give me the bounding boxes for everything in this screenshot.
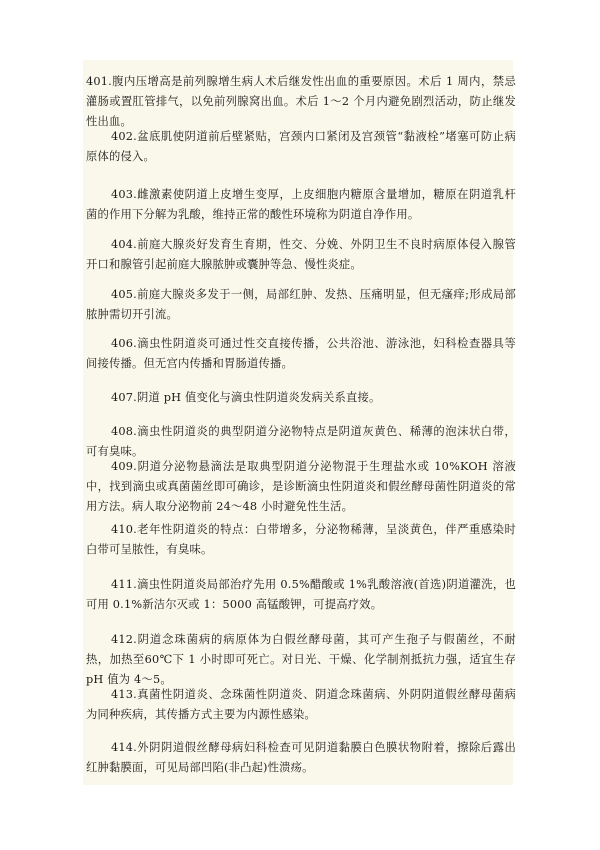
paragraph-410: 410.老年性阴道炎的特点：白带增多，分泌物稀薄，呈淡黄色，伴严重感染时白带可呈脓性，有臭味。 [86,523,516,556]
paragraph-403: 403.雌激素使阴道上皮增生变厚，上皮细胞内糖原含量增加，糖原在阴道乳杆菌的作用下分解为乳酸，维持正常的酸性环境称为阴道自净作用。 [86,188,516,221]
paragraph-413: 413.真菌性阴道炎、念珠菌性阴道炎、阴道念珠菌病、外阴阴道假丝酵母菌病为同种疾病，其传播方式主要为内源性感染。 [86,688,516,721]
paragraph-409: 409.阴道分泌物悬滴法是取典型阴道分泌物混于生理盐水或 10%KOH 溶液中，找到滴虫或真菌菌丝即可确诊，是诊断滴虫性阴道炎和假丝酵母菌性阴道炎的常用方法。病人取分泌物前 24～48 小时避免性生活。 [86,460,516,513]
paragraph-406: 406.滴虫性阴道炎可通过性交直接传播，公共浴池、游泳池，妇科检查器具等间接传播。但无宫内传播和胃肠道传播。 [86,337,516,370]
paragraph-401: 401.腹内压增高是前列腺增生病人术后继发性出血的重要原因。术后 1 周内，禁忌灌肠或置肛管排气，以免前列腺窝出血。术后 1～2 个月内避免剧烈活动，防止继发性出血。 [86,75,516,128]
paragraph-408: 408.滴虫性阴道炎的典型阴道分泌物特点是阴道灰黄色、稀薄的泡沫状白带，可有臭味。 [86,425,516,458]
paragraph-414: 414.外阴阴道假丝酵母病妇科检查可见阴道黏膜白色膜状物附着，擦除后露出红肿黏膜面，可见局部凹陷(非凸起)性溃疡。 [86,741,516,774]
paragraph-411: 411.滴虫性阴道炎局部治疗先用 0.5%醋酸或 1%乳酸溶液(首选)阴道灌洗，也可用 0.1%新洁尔灭或 1：5000 高锰酸钾，可提高疗效。 [86,578,516,611]
paragraph-412: 412.阴道念珠菌病的病原体为白假丝酵母菌，其可产生孢子与假菌丝，不耐热，加热至60℃下 1 小时即可死亡。对日光、干燥、化学制剂抵抗力强，适宜生存 pH 值为 4～5。 [86,633,516,686]
paragraph-407: 407.阴道 pH 值变化与滴虫性阴道炎发病关系直接。 [111,391,381,404]
document-page [83,60,516,785]
paragraph-402: 402.盆底肌使阴道前后壁紧贴，宫颈内口紧闭及宫颈管“黏液栓”堵塞可防止病原体的侵入。 [86,130,516,163]
paragraph-405: 405.前庭大腺炎多发于一侧，局部红肿、发热、压痛明显，但无瘙痒;形成局部脓肿需切开引流。 [86,288,516,321]
paragraph-404: 404.前庭大腺炎好发育生育期，性交、分娩、外阴卫生不良时病原体侵入腺管开口和腺管引起前庭大腺脓肿或囊肿等急、慢性炎症。 [86,238,516,271]
